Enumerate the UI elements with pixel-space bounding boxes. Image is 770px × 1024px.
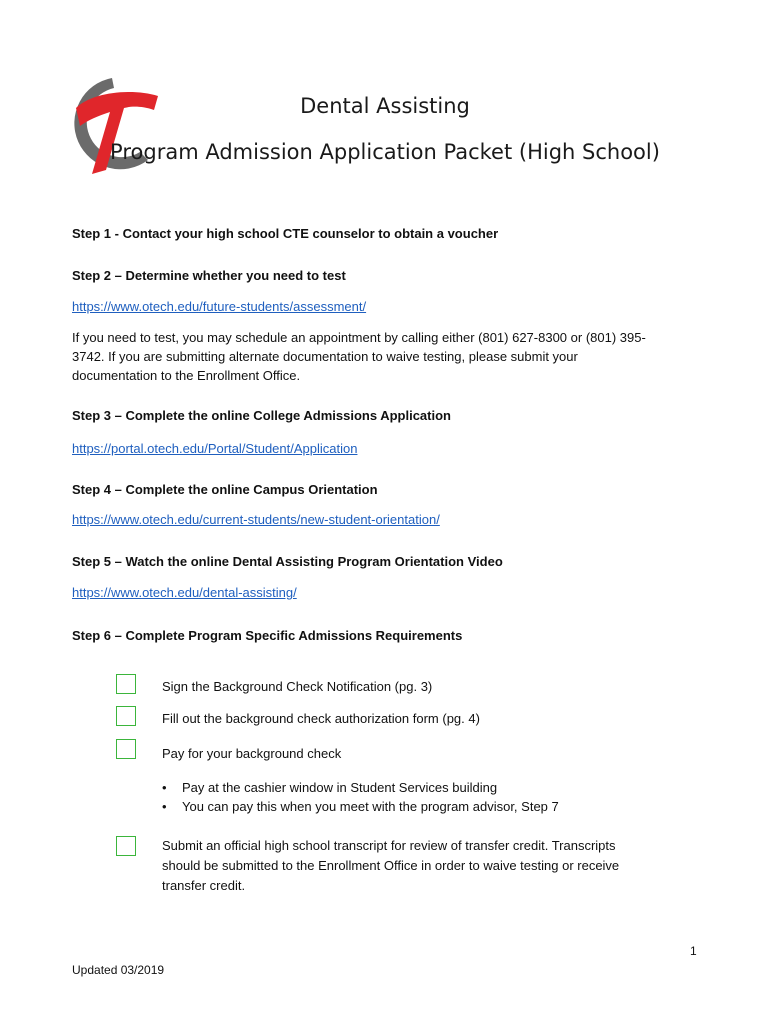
checklist-item-label: Fill out the background check authorization form (pg. 4) — [162, 711, 480, 726]
page-number: 1 — [690, 944, 697, 958]
bullet-item: • Pay at the cashier window in Student Services building — [162, 778, 559, 797]
payment-bullets — [162, 778, 559, 816]
step-4-heading: Step 4 – Complete the online Campus Orientation — [72, 482, 378, 497]
step-2-line-3: documentation to the Enrollment Office. — [72, 368, 301, 383]
transcript-line-3: transfer credit. — [162, 878, 246, 893]
step-1-heading: Step 1 - Contact your high school CTE counselor to obtain a voucher — [72, 226, 499, 241]
orientation-link[interactable]: https://www.otech.edu/current-students/new-student-orientation/ — [72, 512, 440, 527]
application-link[interactable]: https://portal.otech.edu/Portal/Student/Application — [72, 441, 358, 456]
checkbox-transcript[interactable] — [116, 836, 136, 856]
bullet-item: • You can pay this when you meet with the program advisor, Step 7 — [162, 797, 559, 816]
dental-assisting-link[interactable]: https://www.otech.edu/dental-assisting/ — [72, 585, 297, 600]
step-2-heading: Step 2 – Determine whether you need to test — [72, 268, 346, 283]
step-2-line-2: 3742. If you are submitting alternate documentation to waive testing, please submit your — [72, 349, 578, 364]
checklist-item-label: Sign the Background Check Notification (pg. 3) — [162, 679, 433, 694]
checkbox-authorization-form[interactable] — [116, 706, 136, 726]
transcript-line-2: should be submitted to the Enrollment Office in order to waive testing or receive — [162, 858, 620, 873]
document-title: Dental Assisting — [300, 94, 470, 118]
step-6-heading: Step 6 – Complete Program Specific Admissions Requirements — [72, 628, 463, 643]
checkbox-pay-background-check[interactable] — [116, 739, 136, 759]
document-subtitle: Program Admission Application Packet (High School) — [110, 140, 660, 164]
step-3-heading: Step 3 – Complete the online College Admissions Application — [72, 408, 451, 423]
updated-date: Updated 03/2019 — [72, 963, 165, 977]
checkbox-background-notification[interactable] — [116, 674, 136, 694]
step-5-heading: Step 5 – Watch the online Dental Assisting Program Orientation Video — [72, 554, 503, 569]
checklist-item-label: Pay for your background check — [162, 746, 342, 761]
assessment-link[interactable]: https://www.otech.edu/future-students/assessment/ — [72, 299, 367, 314]
transcript-line-1: Submit an official high school transcript for review of transfer credit. Transcripts — [162, 838, 616, 853]
step-2-line-1: If you need to test, you may schedule an appointment by calling either (801) 627-8300 or (801) 395- — [72, 330, 646, 345]
